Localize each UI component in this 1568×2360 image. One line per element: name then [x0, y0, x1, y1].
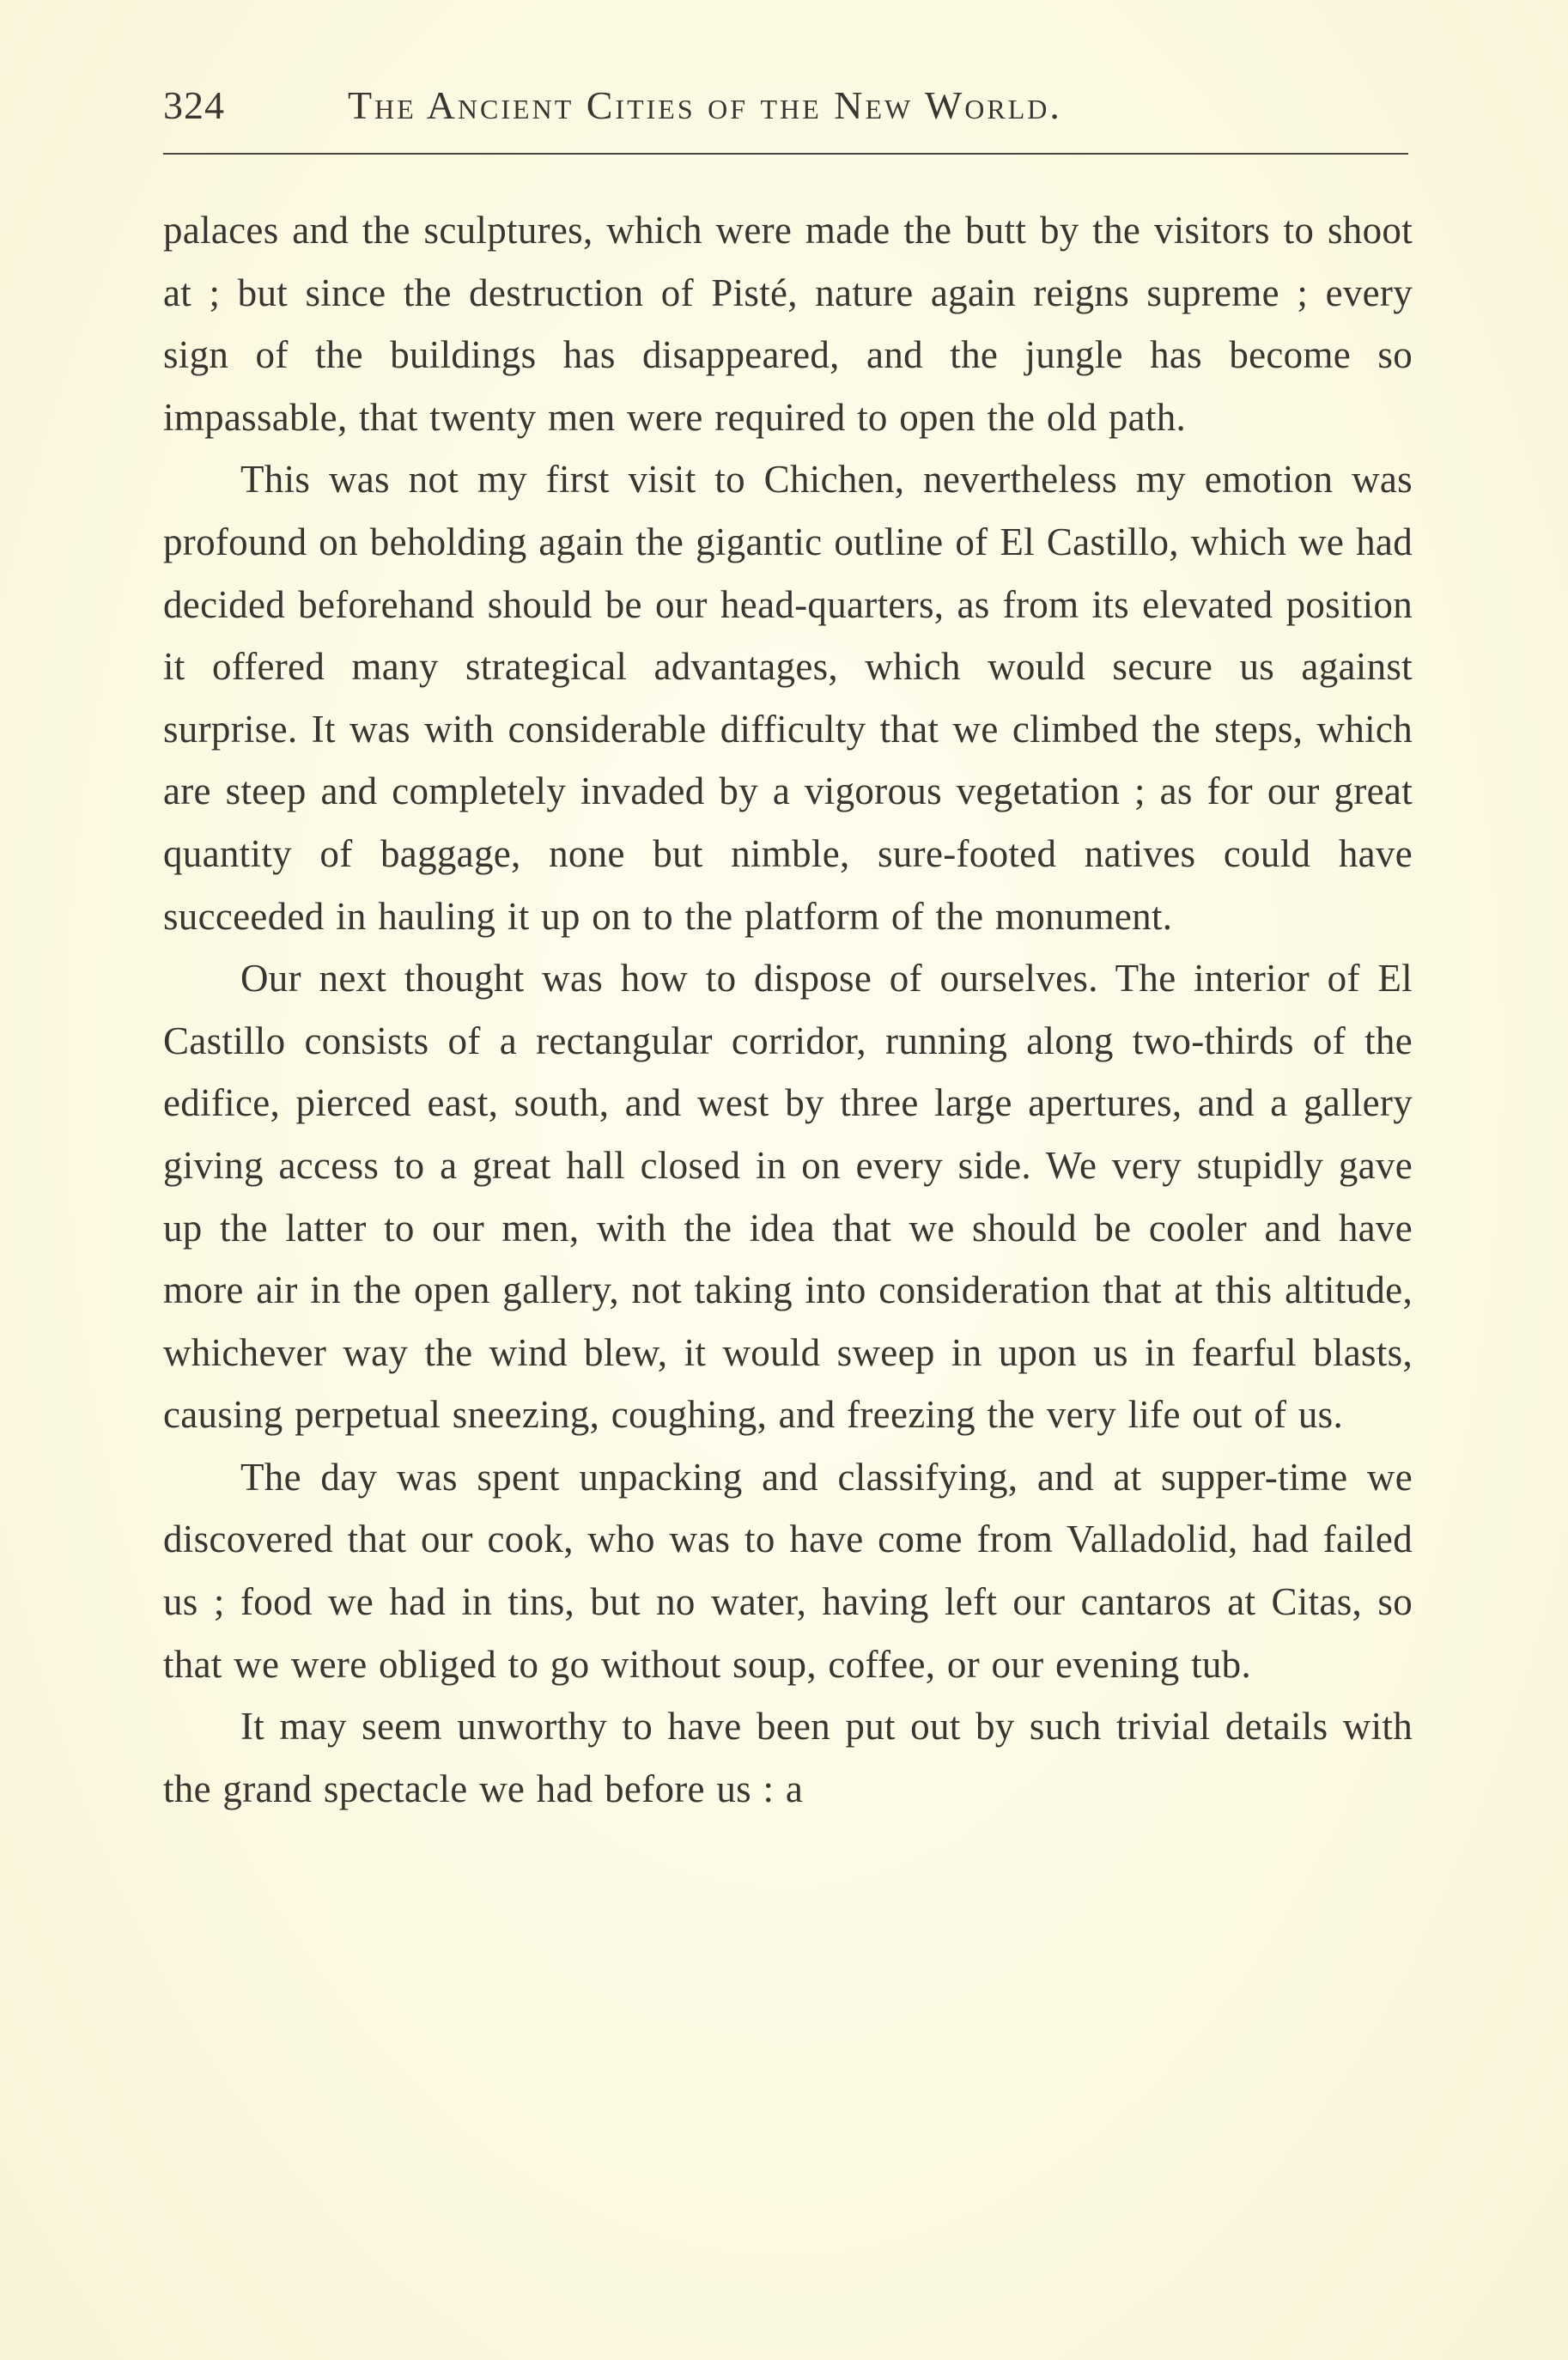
page-header	[163, 82, 1408, 143]
body-text	[163, 199, 1413, 1820]
paragraph: This was not my first visit to Chichen, nevertheless my emotion was profound on beholding again the gigantic outline of El Castillo, which we had decided beforehand should be our head-quarters, as from its elevated position it offered many strategical advantages, which would secure us against surprise. It was with considerable difficulty that we climbed the steps, which are steep and completely invaded by a vigorous vegetation ; as for our great quantity of baggage, none but nimble, sure-footed natives could have succeeded in hauling it up on to the platform of the monument.	[163, 458, 1413, 938]
page-number: 324	[163, 83, 225, 127]
paragraph: It may seem unworthy to have been put out by such trivial details with the grand spectacle we had before us : a	[163, 1705, 1413, 1810]
paragraph: The day was spent unpacking and classifying, and at supper-time we discovered that our cook, who was to have come from Valladolid, had failed us ; food we had in tins, but no water, having left our cantaros at Citas, so that we were obliged to go without soup, coffee, or our evening tub.	[163, 1455, 1413, 1686]
paragraph-continued: palaces and the sculptures, which were made the butt by the visitors to shoot at ; but since the destruction of Pisté, nature again reigns supreme ; every sign of the buildings has disappeared, and the jungle has become so impassable, that twenty men were required to open the old path.	[163, 209, 1413, 439]
paragraph: Our next thought was how to dispose of ourselves. The interior of El Castillo consists of a rectangular corridor, running along two-thirds of the edifice, pierced east, south, and west by three large apertures, and a gallery giving access to a great hall closed in on every side. We very stupidly gave up the latter to our men, with the idea that we should be cooler and have more air in the open gallery, not taking into consideration that at this altitude, whichever way the wind blew, it would sweep in upon us in fearful blasts, causing perpetual sneezing, coughing, and freezing the very life out of us.	[163, 957, 1413, 1437]
header-rule	[163, 153, 1408, 155]
running-title: The Ancient Cities of the New World.	[348, 83, 1062, 127]
